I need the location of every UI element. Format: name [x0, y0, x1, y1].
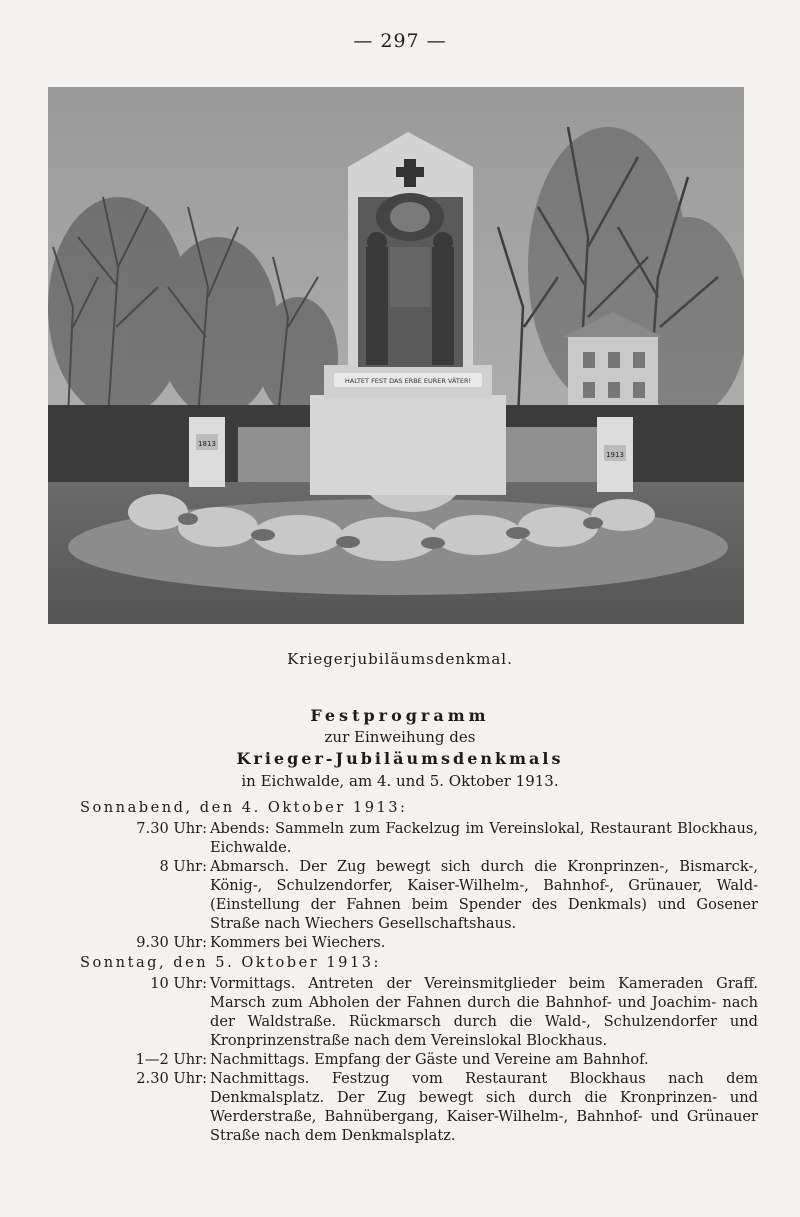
- program-heading: [0, 705, 800, 792]
- schedule-entry: [80, 857, 760, 933]
- place-date: in Eichwalde, am 4. und 5. Oktober 1913.: [241, 772, 559, 790]
- entry-description: Vormittags. Antreten der Vereinsmitglieder beim Kameraden Graff. Marsch zum Abholen der Fahnen durch die Bahnhof- und Joachim- nach der Waldstraße. Rückmarsch durch die Wald-, Schulzendorfer und Kronprinzenstraße nach dem Vereinslokal Blockhaus.: [210, 975, 758, 1049]
- entry-description: Abends: Sammeln zum Fackelzug im Vereinslokal, Restaurant Blockhaus, Eichwalde.: [210, 820, 758, 856]
- program-schedule: [80, 797, 760, 1145]
- day-heading: Sonntag, den 5. Oktober 1913:: [80, 954, 381, 971]
- photo-caption: Kriegerjubiläumsdenkmal.: [287, 650, 513, 668]
- entry-time: 2.30 Uhr:: [136, 1070, 207, 1087]
- entry-description: Abmarsch. Der Zug bewegt sich durch die Kronprinzen-, Bismarck-, König-, Schulzendorfer, Kaiser-Wilhelm-, Bahnhof-, Grünauer, Wald- (Einstellung der Fahnen beim Spender des Denkmals) und Gosener Straße nach Wiechers Gesellschaftshaus.: [210, 858, 758, 932]
- program-title: Festprogramm: [310, 706, 490, 725]
- program-subtitle: zur Einweihung des: [324, 728, 476, 746]
- left-plinth-year: 1813: [198, 440, 216, 448]
- schedule-entry: [80, 974, 760, 1050]
- schedule-entry: [80, 1069, 760, 1145]
- right-plinth-year: 1913: [606, 451, 624, 459]
- page-number: — 297 —: [353, 30, 447, 52]
- monument-name: Krieger-Jubiläumsdenkmals: [236, 749, 564, 768]
- plaque-text: HALTET FEST DAS ERBE EURER VÄTER!: [344, 377, 472, 385]
- entry-time: 8 Uhr:: [159, 858, 207, 875]
- schedule-entry: [80, 933, 760, 952]
- entry-time: 7.30 Uhr:: [136, 820, 207, 837]
- monument-photo: [48, 87, 744, 624]
- entry-time: 9.30 Uhr:: [136, 934, 207, 951]
- schedule-entry: [80, 819, 760, 857]
- day-heading: Sonnabend, den 4. Oktober 1913:: [80, 799, 408, 816]
- entry-description: Nachmittags. Festzug vom Restaurant Blockhaus nach dem Denkmalsplatz. Der Zug bewegt sich durch die Kronprinzen- und Werderstraße, Bahnübergang, Kaiser-Wilhelm-, Bahnhof- und Grünauer Straße nach dem Denkmalsplatz.: [210, 1070, 758, 1144]
- entry-time: 10 Uhr:: [150, 975, 207, 992]
- entry-description: Kommers bei Wiechers.: [210, 934, 386, 951]
- entry-description: Nachmittags. Empfang der Gäste und Vereine am Bahnhof.: [210, 1051, 649, 1068]
- entry-time: 1—2 Uhr:: [135, 1051, 207, 1068]
- schedule-entry: [80, 1050, 760, 1069]
